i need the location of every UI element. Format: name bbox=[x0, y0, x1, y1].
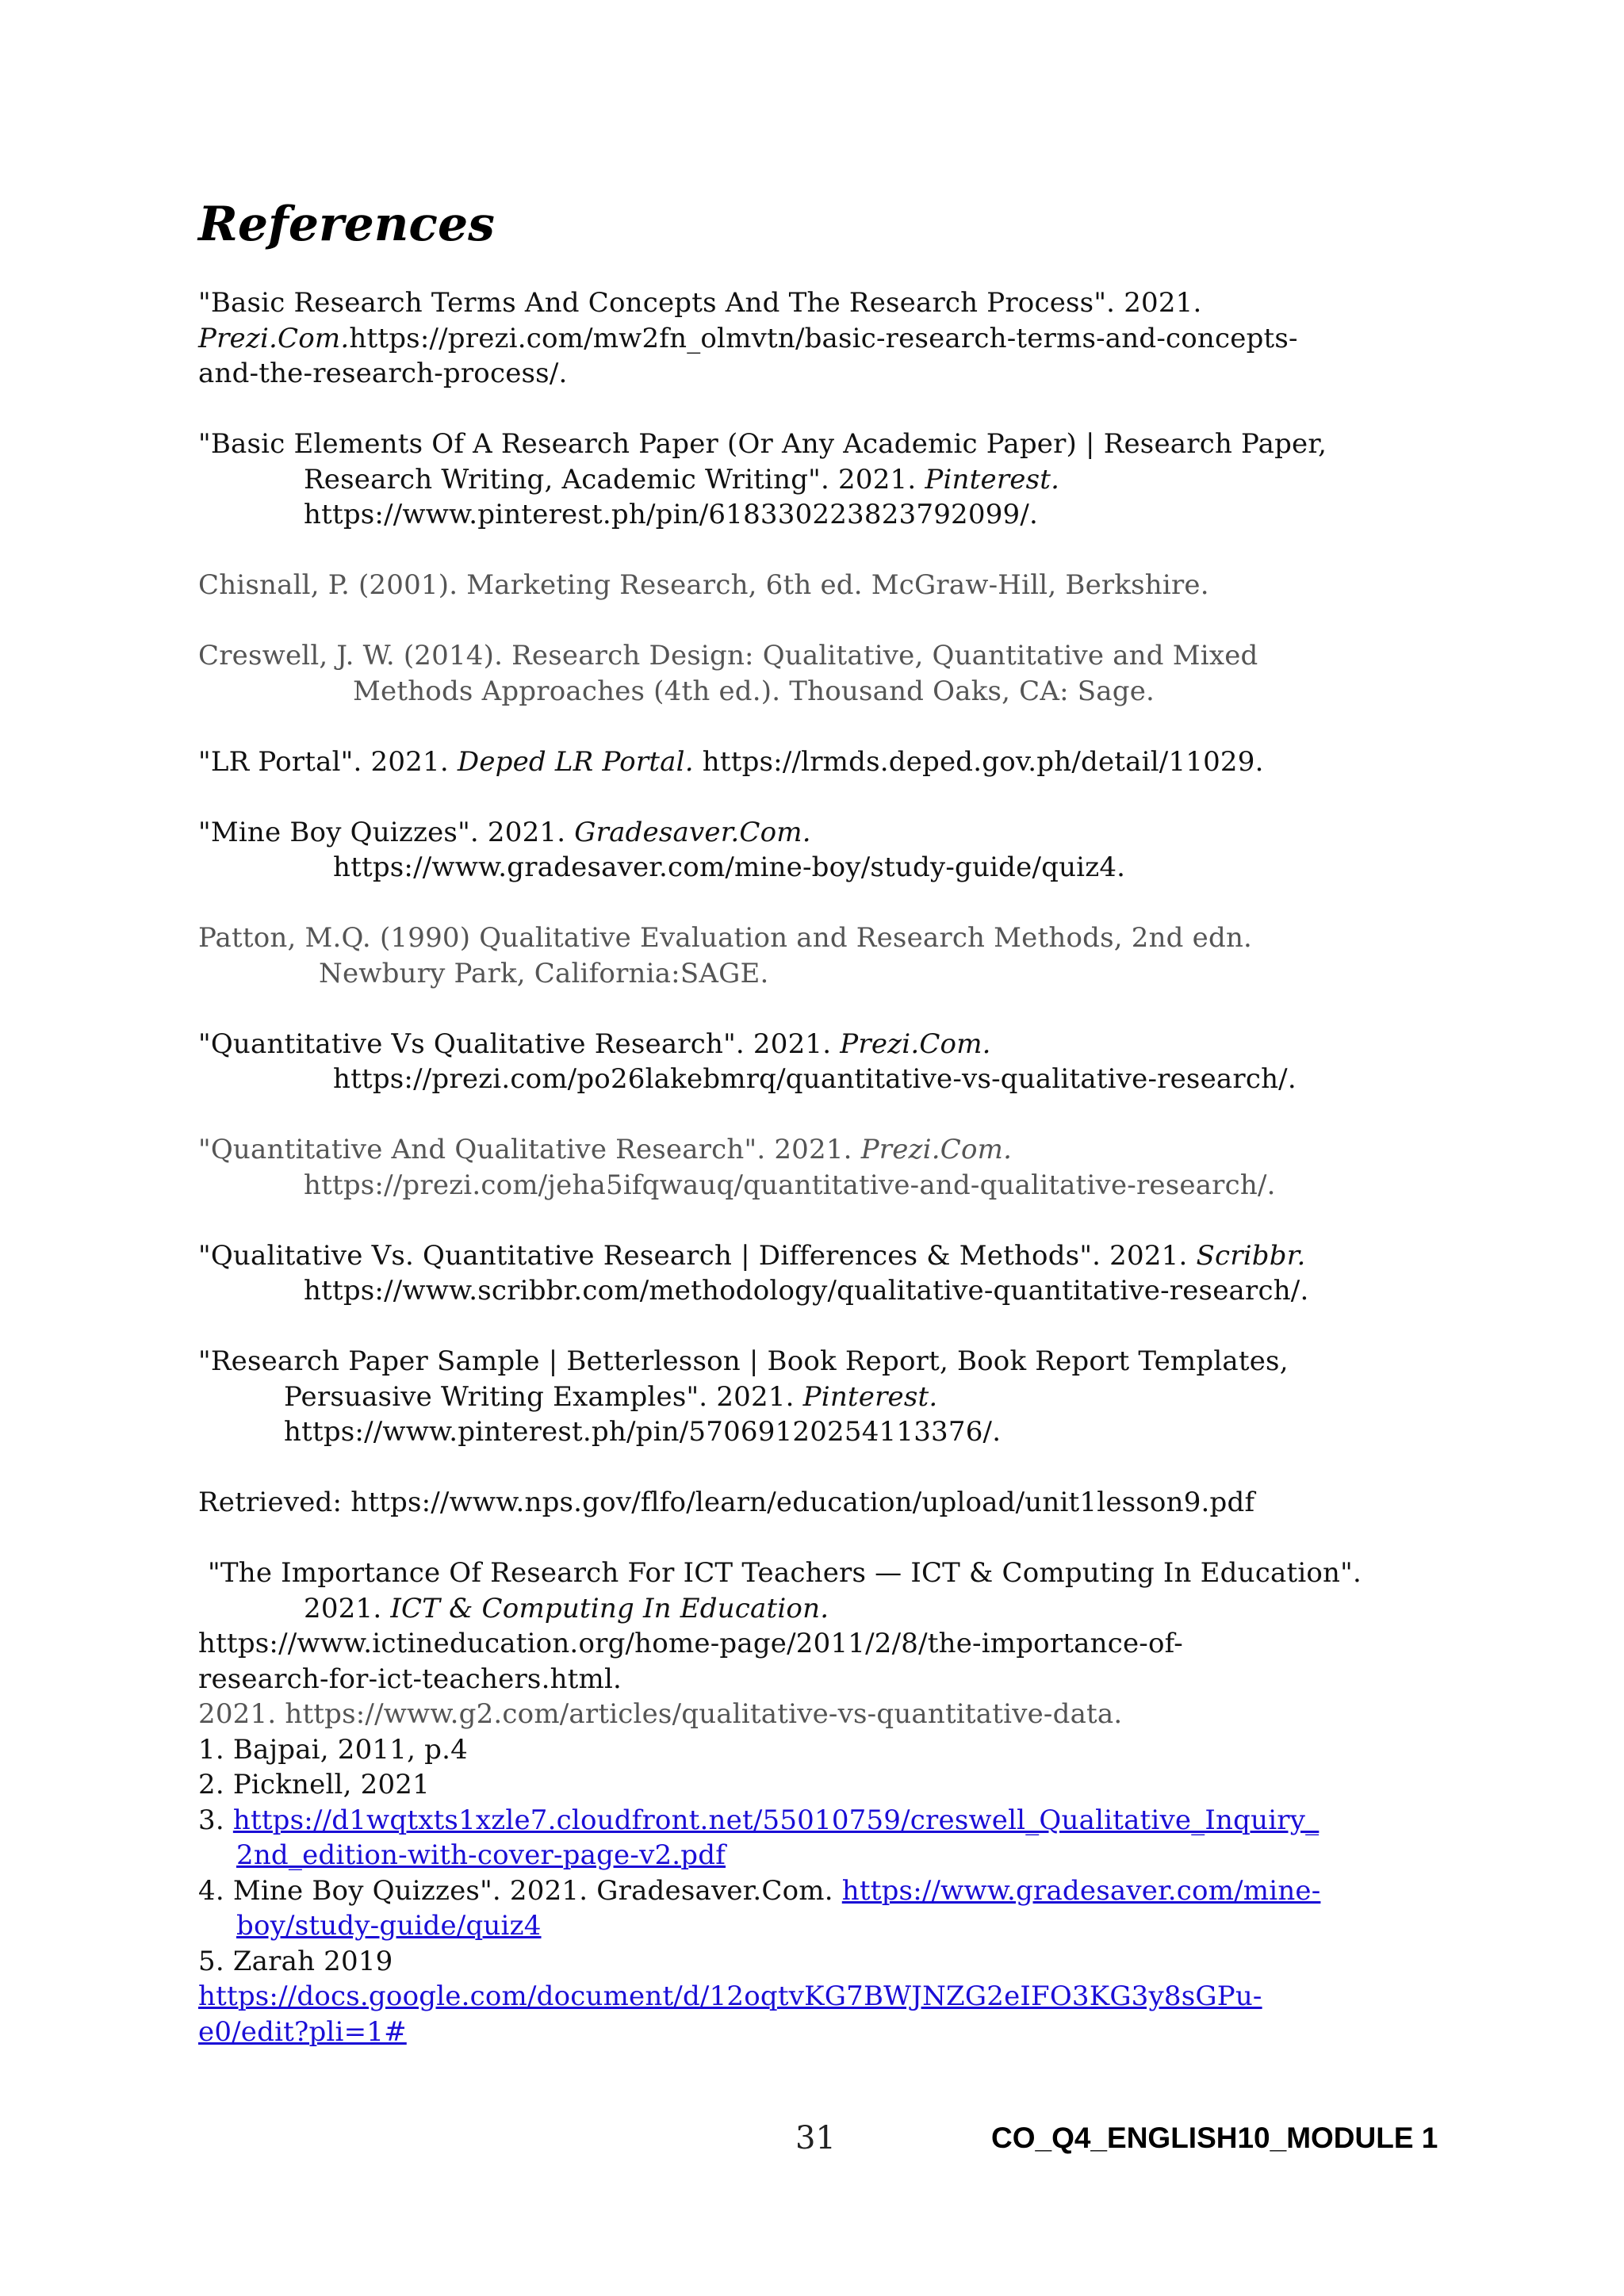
gradesaver-link-continued[interactable]: boy/study-guide/quiz4 bbox=[236, 1910, 542, 1942]
source-name: Prezi.Com. bbox=[860, 1134, 1013, 1165]
reference-line: Patton, M.Q. (1990) Qualitative Evaluation and Research Methods, 2nd edn. bbox=[198, 922, 1253, 954]
reference-line bbox=[198, 744, 1467, 780]
numbered-item bbox=[198, 1873, 1467, 1909]
source-name: Gradesaver.Com. bbox=[574, 816, 811, 848]
reference-line: Creswell, J. W. (2014). Research Design: Qualitative, Quantitative and Mixed bbox=[198, 640, 1258, 672]
creswell-pdf-link[interactable]: https://d1wqtxts1xzle7.cloudfront.net/55010759/creswell_Qualitative_Inquiry_ bbox=[232, 1804, 1320, 1836]
reference-entry bbox=[198, 1556, 1467, 1697]
reference-entry bbox=[198, 427, 1467, 533]
source-name: Pinterest. bbox=[925, 463, 1060, 496]
page-number: 31 bbox=[795, 2120, 836, 2156]
reference-line bbox=[198, 462, 1467, 498]
reference-line: https://www.ictineducation.org/home-page/2011/2/8/the-importance-of- bbox=[198, 1628, 1183, 1659]
reference-text: Methods Approaches (4th ed.). Thousand Oaks, CA: Sage. bbox=[353, 675, 1155, 707]
page-title: References bbox=[198, 197, 495, 252]
item-text: 4. Mine Boy Quizzes". 2021. Gradesaver.Com. bbox=[198, 1874, 833, 1907]
reference-line bbox=[198, 674, 1467, 710]
reference-text: 2021. bbox=[304, 1592, 382, 1624]
reference-line bbox=[198, 1556, 1467, 1591]
reference-text: Research Writing, Academic Writing". 2021. bbox=[304, 463, 917, 496]
reference-url: https://prezi.com/jeha5ifqwauq/quantitative-and-qualitative-research/. bbox=[304, 1169, 1276, 1201]
numbered-item bbox=[198, 1803, 1467, 1839]
reference-entry bbox=[198, 1344, 1467, 1450]
source-name: Scribbr. bbox=[1196, 1239, 1306, 1272]
reference-line: "Basic Research Terms And Concepts And The Research Process". 2021. bbox=[198, 287, 1202, 319]
reference-line: 2021. https://www.g2.com/articles/qualitative-vs-quantitative-data. bbox=[198, 1698, 1123, 1730]
numbered-item: 1. Bajpai, 2011, p.4 bbox=[198, 1733, 468, 1766]
reference-line bbox=[198, 956, 1467, 992]
gradesaver-link[interactable]: https://www.gradesaver.com/mine- bbox=[841, 1874, 1321, 1907]
reference-entry bbox=[198, 1697, 1467, 1732]
reference-line bbox=[198, 497, 1467, 533]
reference-entry bbox=[198, 1027, 1467, 1097]
reference-text: "LR Portal". 2021. bbox=[198, 745, 449, 778]
reference-line bbox=[198, 1380, 1467, 1415]
reference-entry bbox=[198, 920, 1467, 991]
reference-line: research-for-ict-teachers.html. bbox=[198, 1663, 622, 1695]
reference-entry bbox=[198, 638, 1467, 709]
reference-entry bbox=[198, 815, 1467, 886]
reference-line: "Basic Elements Of A Research Paper (Or Any Academic Paper) | Research Paper, bbox=[198, 428, 1327, 460]
numbered-item-continuation bbox=[198, 1908, 1467, 1944]
reference-line bbox=[198, 1027, 1467, 1062]
reference-entry bbox=[198, 285, 1467, 392]
reference-entry bbox=[198, 568, 1467, 603]
reference-line: "Research Paper Sample | Betterlesson | Book Report, Book Report Templates, bbox=[198, 1345, 1289, 1377]
reference-line bbox=[198, 850, 1467, 886]
reference-line bbox=[198, 1273, 1467, 1309]
source-name: Prezi.Com. bbox=[198, 322, 350, 354]
reference-line: Retrieved: https://www.nps.gov/flfo/learn/education/upload/unit1lesson9.pdf bbox=[198, 1487, 1255, 1518]
reference-line: Chisnall, P. (2001). Marketing Research, 6th ed. McGraw-Hill, Berkshire. bbox=[198, 569, 1209, 601]
reference-line bbox=[198, 1591, 1467, 1627]
reference-entry bbox=[198, 1238, 1467, 1309]
reference-url: https://www.pinterest.ph/pin/57069120254113376/. bbox=[284, 1416, 1002, 1448]
reference-line bbox=[198, 1414, 1467, 1450]
source-name: Deped LR Portal. bbox=[457, 745, 694, 778]
numbered-item: 2. Picknell, 2021 bbox=[198, 1769, 430, 1800]
reference-text: Persuasive Writing Examples". 2021. bbox=[284, 1380, 795, 1413]
google-doc-link[interactable]: https://docs.google.com/document/d/12oqtvKG7BWJNZG2eIFO3KG3y8sGPu- bbox=[198, 1980, 1262, 2012]
reference-url: https://prezi.com/mw2fn_olmvtn/basic-research-terms-and-concepts- bbox=[349, 322, 1298, 354]
reference-line: and-the-research-process/. bbox=[198, 358, 568, 389]
reference-url: https://prezi.com/po26lakebmrq/quantitative-vs-qualitative-research/. bbox=[333, 1063, 1297, 1095]
reference-text: "Quantitative And Qualitative Research". 2021. bbox=[198, 1134, 852, 1165]
reference-entry bbox=[198, 1485, 1467, 1521]
reference-text: Newbury Park, California:SAGE. bbox=[319, 957, 769, 989]
reference-entry bbox=[198, 1132, 1467, 1203]
source-name: Pinterest. bbox=[802, 1380, 938, 1413]
reference-line bbox=[198, 815, 1467, 851]
references-list bbox=[198, 285, 1467, 2049]
reference-entry bbox=[198, 744, 1467, 780]
reference-text: "Qualitative Vs. Quantitative Research | Differences & Methods". 2021. bbox=[198, 1239, 1188, 1272]
source-name: ICT & Computing In Education. bbox=[390, 1592, 829, 1624]
numbered-item: 5. Zarah 2019 bbox=[198, 1945, 393, 1977]
google-doc-link-continued[interactable]: e0/edit?pli=1# bbox=[198, 2015, 407, 2048]
reference-line bbox=[198, 321, 1467, 357]
reference-line bbox=[198, 1168, 1467, 1203]
reference-url: https://www.pinterest.ph/pin/618330223823792099/. bbox=[304, 499, 1039, 530]
reference-text: "The Importance Of Research For ICT Teachers — ICT & Computing In Education". bbox=[208, 1557, 1362, 1589]
reference-url: https://lrmds.deped.gov.ph/detail/11029. bbox=[702, 745, 1264, 778]
reference-text: "Mine Boy Quizzes". 2021. bbox=[198, 816, 566, 848]
reference-text: "Quantitative Vs Qualitative Research". 2021. bbox=[198, 1027, 832, 1060]
reference-url: https://www.gradesaver.com/mine-boy/study-guide/quiz4. bbox=[333, 851, 1126, 883]
reference-line bbox=[198, 1132, 1467, 1168]
reference-url: https://www.scribbr.com/methodology/qualitative-quantitative-research/. bbox=[304, 1275, 1309, 1307]
numbered-item-continuation bbox=[198, 1838, 1467, 1873]
source-name: Prezi.Com. bbox=[840, 1027, 991, 1060]
numbered-item-continuation bbox=[198, 2015, 1467, 2050]
item-number: 3. bbox=[198, 1804, 224, 1836]
creswell-pdf-link-continued[interactable]: 2nd_edition-with-cover-page-v2.pdf bbox=[236, 1839, 726, 1871]
module-code: CO_Q4_ENGLISH10_MODULE 1 bbox=[991, 2122, 1438, 2154]
reference-line bbox=[198, 1062, 1467, 1097]
reference-line bbox=[198, 1238, 1467, 1274]
numbered-item-continuation bbox=[198, 1979, 1467, 2015]
